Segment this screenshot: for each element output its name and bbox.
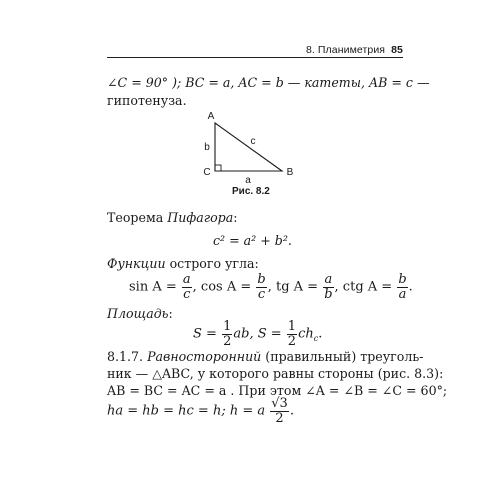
side-label-c: c — [250, 136, 256, 147]
header-section-title: 8. Планиметрия — [305, 44, 386, 56]
trig-functions-formula: sin A = $\frac{a}{c}$ , cos A = $\frac{b}{c}$ , tg A = $\frac{a}{b}$ , ctg A = $\frac{b}{a}$ . — [129, 272, 413, 302]
vertex-label-B: B — [286, 167, 294, 178]
pythagoras-heading: Теорема Пифагора: — [107, 210, 238, 225]
page-number: 85 — [391, 44, 403, 56]
side-label-a: a — [245, 175, 251, 186]
heights-formula: ha = hb = hc = h; h = a $\frac{√3}{2}$ . — [107, 396, 294, 426]
vertex-label-A: A — [207, 111, 215, 122]
functions-heading: Функции острого угла: — [107, 256, 259, 271]
area-heading: Площадь: — [107, 306, 173, 321]
equilateral-line-3: AB = BC = AC = a . При этом ∠A = ∠B = ∠C = 60°; — [107, 383, 448, 398]
equilateral-line-2: ник — △ABC, у которого равны стороны (рис. 8.3): — [107, 366, 444, 381]
vertex-label-C: C — [203, 167, 211, 178]
equilateral-line-1: 8.1.7. Равносторонний (правильный) треуголь- — [107, 349, 424, 364]
figure-caption: Рис. 8.2 — [232, 186, 270, 197]
side-label-b: b — [204, 142, 210, 153]
triangle-shape — [215, 123, 282, 171]
right-angle-mark — [215, 165, 221, 171]
intro-line-2: гипотенуза. — [107, 93, 187, 108]
pythagoras-formula: c² = a² + b². — [213, 233, 292, 248]
intro-line-1: ∠C = 90° ); BC = a, AC = b — катеты, AB = c — — [107, 75, 430, 90]
area-formula: S = $\frac{1}{2}$ ab, S = $\frac{1}{2}$ $ch_c$. — [193, 319, 323, 349]
